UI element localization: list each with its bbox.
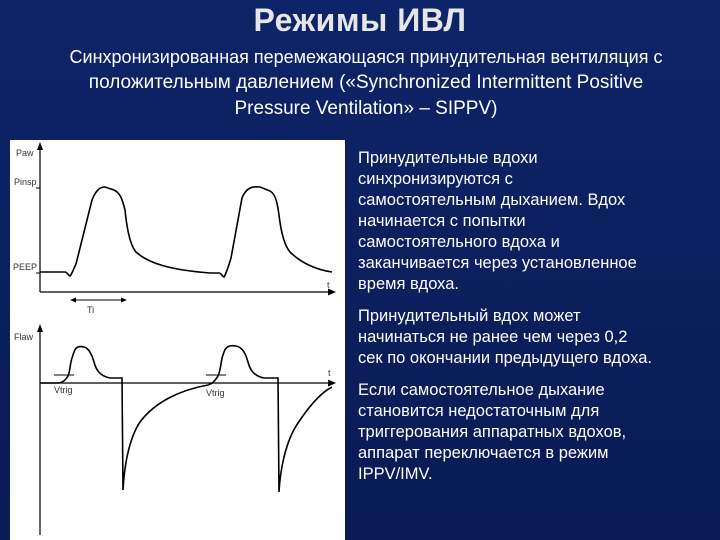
bullet-line: IPPV/IMV. [358, 465, 433, 483]
bullet-line: становится недостаточным для [358, 402, 600, 420]
flaw-label: Flaw [14, 332, 34, 342]
pressure-y-arrow [37, 142, 43, 150]
ti-arrow-head-right [121, 298, 127, 303]
subtitle-line-3: Pressure Ventilation» – SIPPV) [234, 98, 498, 119]
vtrig-label-1: Vtrig [54, 385, 73, 395]
bullet-line: время вдоха. [358, 275, 460, 293]
bullet-line: Принудительные вдохи [358, 149, 538, 167]
slide-subtitle [26, 44, 706, 122]
peep-label: PEEP [13, 262, 38, 272]
subtitle-line-1: Синхронизированная перемежающаяся принудительная вентиляция с [69, 47, 663, 67]
bullet-line: самостоятельного вдоха и [358, 233, 560, 251]
bullet-line: самостоятельным дыханием. Вдох [358, 191, 626, 209]
bullet-list [358, 148, 720, 496]
ti-label: Ti [87, 305, 95, 315]
flow-curve [40, 346, 332, 492]
bullet-line: заканчивается через установленное [358, 254, 637, 272]
bullet-line: аппарат переключается в режим [358, 444, 609, 462]
flow-y-arrow [37, 324, 43, 332]
pinsp-label: Pinsp [14, 177, 37, 187]
bullet-item [358, 148, 720, 295]
subtitle-line-2: положительным давлением («Synchronized Intermittent Positive [88, 72, 644, 93]
ti-arrow-head-left [70, 298, 76, 303]
paw-label: Paw [16, 148, 34, 158]
pressure-time-label: t [327, 280, 330, 290]
waveform-svg [10, 140, 345, 540]
bullet-line: сек по окончании предыдущего вдоха. [358, 349, 652, 367]
bullet-line: триггерования аппаратных вдохов, [358, 423, 627, 441]
bullet-line: начинается с попытки [358, 212, 526, 230]
bullet-line: Если самостоятельное дыхание [358, 381, 605, 399]
flow-time-label: t [328, 368, 331, 378]
bullet-line: синхронизируются с [358, 170, 513, 188]
bullet-item [358, 380, 720, 485]
bullet-item [358, 306, 720, 369]
bullet-line: начинаться не ранее чем через 0,2 [358, 328, 628, 346]
vtrig-label-2: Vtrig [206, 388, 225, 398]
ventilation-waveform-diagram [10, 140, 345, 540]
bullet-line: Принудительный вдох может [358, 307, 581, 325]
flow-time-arrow [328, 380, 336, 387]
slide-title: Режимы ИВЛ [253, 2, 467, 38]
pressure-curve [40, 187, 332, 277]
